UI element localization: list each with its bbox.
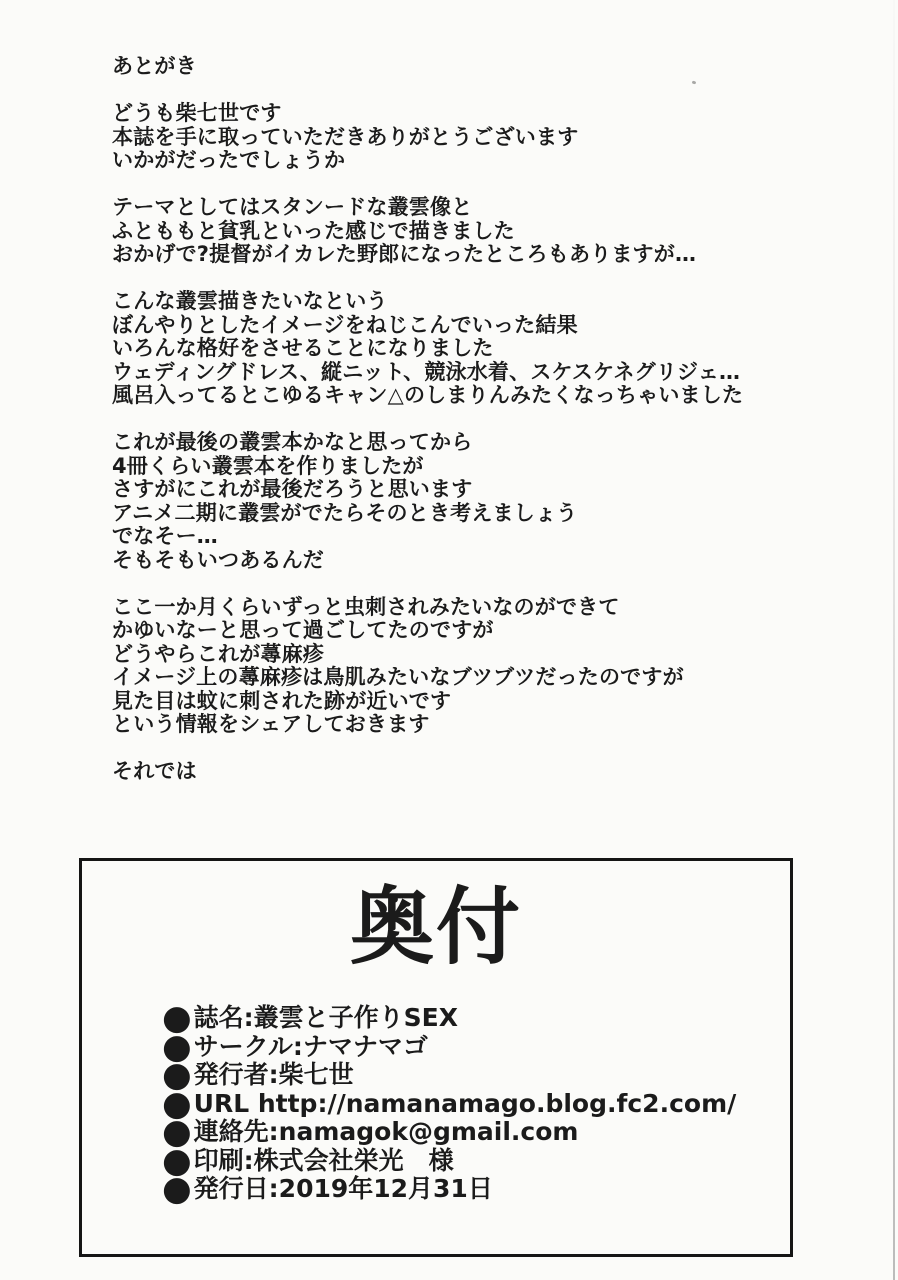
- colophon-item: [162, 1140, 790, 1181]
- afterword-line: ここ一か月くらいずっと虫刺されみたいなのができて: [112, 594, 620, 619]
- colophon-item-text: 連絡先:namagok@gmail.com: [193, 1117, 579, 1146]
- colophon-item-text: 発行者:柴七世: [193, 1060, 354, 1089]
- afterword-line: どうも柴七世です: [112, 101, 282, 125]
- afterword-line: イメージ上の蕁麻疹は鳥肌みたいなブツブツだったのですが: [112, 665, 684, 689]
- afterword-line: こんな叢雲描きたいなという: [112, 289, 388, 313]
- afterword-line: ふとももと貧乳といった感じで描きました: [112, 218, 515, 243]
- bullet-icon: ●: [162, 1169, 192, 1209]
- afterword-heading: あとがき: [112, 54, 197, 78]
- colophon-box: [79, 858, 793, 1257]
- afterword-line: [112, 79, 832, 103]
- afterword-line: さすがにこれが最後だろうと思います: [112, 477, 473, 501]
- bullet-icon: ●: [162, 1140, 192, 1181]
- bullet-icon: ●: [162, 998, 192, 1038]
- afterword-line: いかがだったでしょうか: [112, 148, 346, 172]
- afterword-line: [112, 173, 832, 197]
- afterword-lines: [112, 79, 832, 784]
- afterword-line: でなそー…: [112, 524, 218, 548]
- bullet-icon: ●: [162, 1026, 192, 1067]
- colophon-title: 奥付: [349, 878, 522, 976]
- bullet-icon: ●: [162, 1083, 192, 1124]
- colophon-item: [162, 1169, 790, 1209]
- bullet-icon: ●: [162, 1112, 192, 1152]
- afterword-line: 見た目は蚊に刺された跡が近いです: [112, 688, 452, 713]
- afterword-line: 4冊くらい叢雲本を作りましたが: [112, 453, 424, 478]
- colophon-item: [162, 998, 790, 1038]
- afterword-line: [112, 408, 832, 432]
- colophon-item: [162, 1112, 790, 1152]
- afterword-line: おかげで?提督がイカレた野郎になったところもありますが…: [112, 242, 697, 266]
- colophon-item: [162, 1055, 790, 1095]
- afterword-line: アニメ二期に叢雲がでたらそのとき考えましょう: [112, 500, 578, 525]
- afterword-line: という情報をシェアしておきます: [112, 712, 430, 736]
- afterword-line: テーマとしてはスタンードな叢雲像と: [112, 195, 473, 219]
- afterword-line: かゆいなーと思って過ごしてたのですが: [112, 618, 494, 642]
- afterword-line: 本誌を手に取っていただきありがとうございます: [112, 124, 579, 149]
- afterword-line: [112, 737, 832, 761]
- colophon-item: [162, 1083, 790, 1124]
- afterword-line: ウェディングドレス、縦ニット、競泳水着、スケスケネグリジェ…: [112, 359, 741, 384]
- colophon-item-text: 発行日:2019年12月31日: [193, 1174, 493, 1203]
- afterword-section: [112, 55, 832, 784]
- colophon-item-text: サークル:ナマナマゴ: [193, 1031, 428, 1061]
- afterword-line: 風呂入ってるとこゆるキャン△のしまりんみたくなっちゃいました: [112, 383, 744, 407]
- afterword-line: そもそもいつあるんだ: [112, 547, 324, 572]
- afterword-line: いろんな格好をさせることになりました: [112, 336, 494, 360]
- afterword-line: [112, 267, 832, 291]
- colophon-item-text: 印刷:株式会社栄光 様: [193, 1145, 454, 1175]
- colophon-item: [162, 1026, 790, 1067]
- colophon-list: [82, 998, 790, 1209]
- colophon-item-text: URL http://namanamago.blog.fc2.com/: [193, 1088, 737, 1118]
- scan-edge-artifact: [893, 0, 895, 1280]
- bullet-icon: ●: [162, 1055, 192, 1095]
- afterword-line: [112, 572, 832, 596]
- afterword-line: ぼんやりとしたイメージをねじこんでいった結果: [112, 312, 578, 337]
- afterword-line: それでは: [112, 759, 197, 783]
- afterword-line: どうやらこれが蕁麻疹: [112, 641, 324, 666]
- colophon-item-text: 誌名:叢雲と子作りSEX: [193, 1003, 459, 1032]
- afterword-line: これが最後の叢雲本かなと思ってから: [112, 430, 473, 454]
